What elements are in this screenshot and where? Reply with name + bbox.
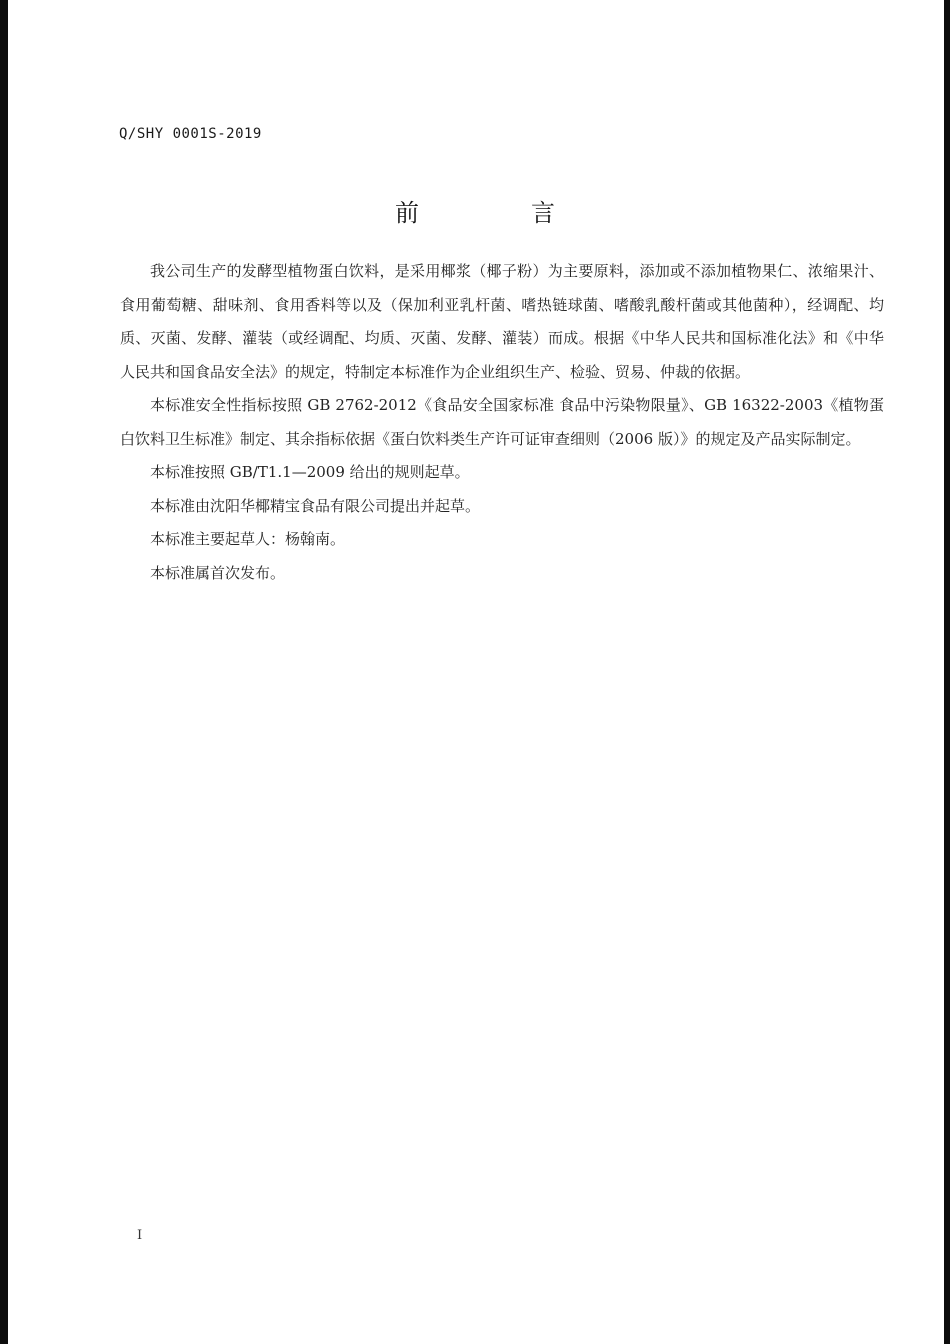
- foreword-body: [120, 255, 884, 590]
- paragraph: 本标准属首次发布。: [150, 563, 286, 582]
- paragraph: 我公司生产的发酵型植物蛋白饮料，是采用椰浆（椰子粉）为主要原料，添加或不添加植物果仁、浓缩果汁、食用葡萄糖、甜味剂、食用香料等以及（保加利亚乳杆菌、嗜热链球菌、嗜酸乳酸杆菌或其他菌种），经调配、均质、灭菌、发酵、灌装（或经调配、均质、灭菌、发酵、灌装）而成。根据《中华人民共和国标准化法》和《中华人民共和国食品安全法》的规定，特制定本标准作为企业组织生产、检验、贸易、仲裁的依据。: [120, 262, 884, 381]
- paragraph: 本标准安全性指标按照 GB 2762-2012《食品安全国家标准 食品中污染物限量》、GB 16322-2003《植物蛋白饮料卫生标准》制定、其余指标依据《蛋白饮料类生产许可证审查细则（2006 版）》的规定及产品实际制定。: [120, 396, 884, 448]
- paragraph: 本标准主要起草人：杨翰南。: [150, 530, 346, 548]
- paragraph: 本标准由沈阳华椰精宝食品有限公司提出并起草。: [150, 496, 481, 515]
- page-number: I: [137, 1228, 143, 1243]
- standard-code: Q/SHY 0001S-2019: [119, 126, 262, 142]
- paragraph: 本标准按照 GB/T1.1—2009 给出的规则起草。: [150, 463, 470, 481]
- page-title: 前 言: [395, 199, 599, 227]
